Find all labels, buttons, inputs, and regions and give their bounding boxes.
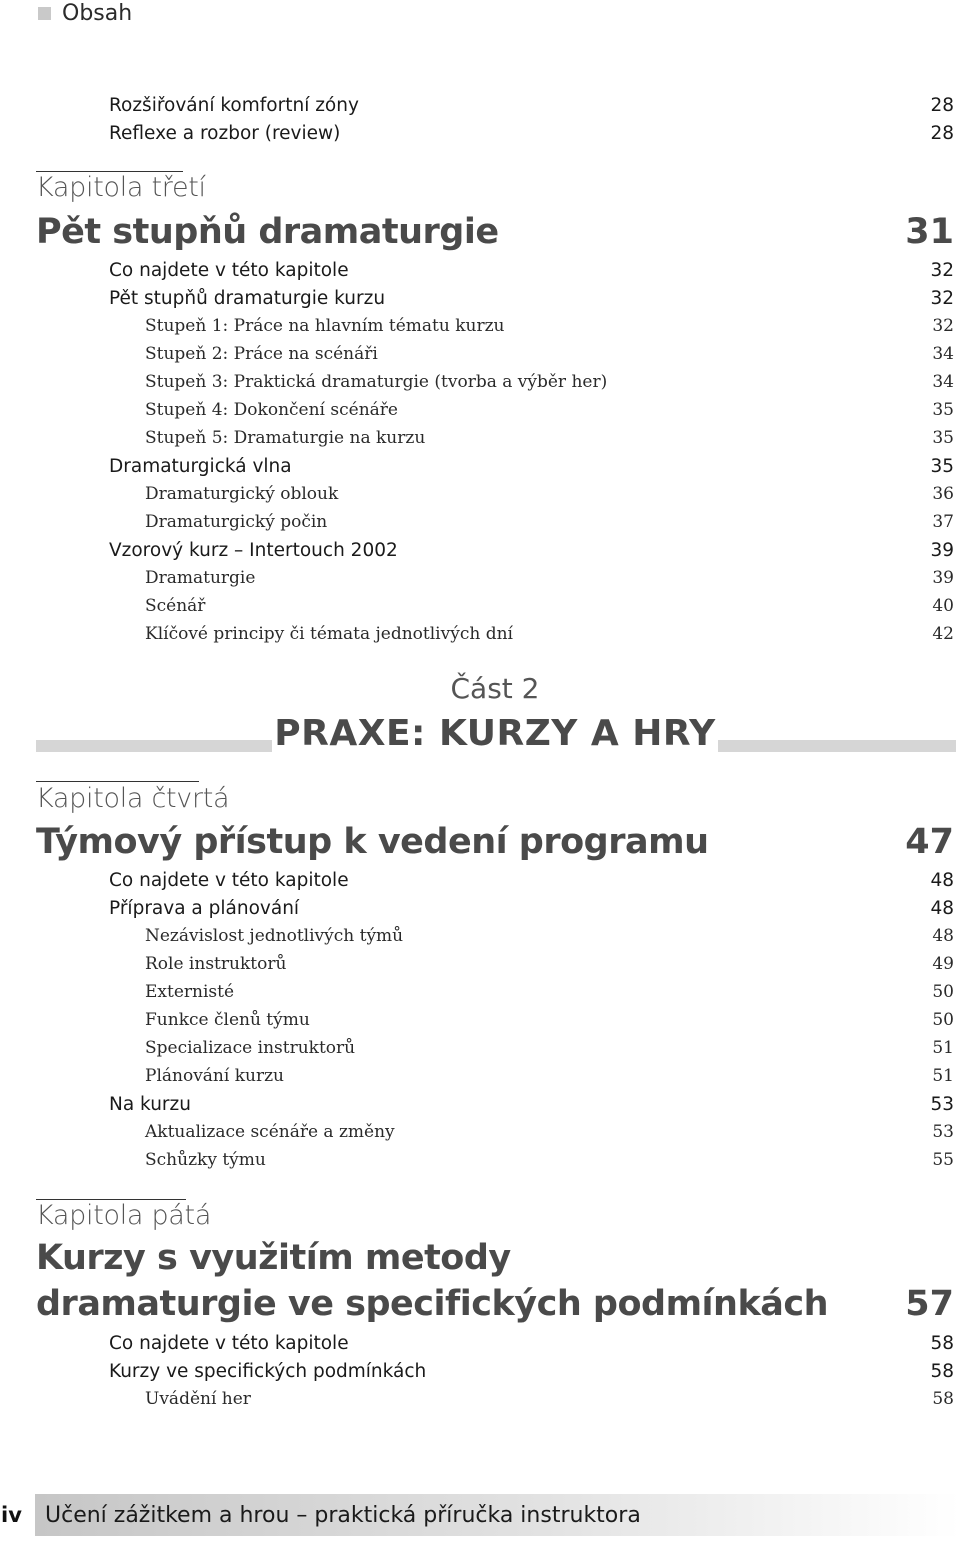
- toc-subentry-page: 39: [932, 568, 954, 588]
- chapter-title-line2[interactable]: dramaturgie ve specifických podmínkách: [36, 1284, 829, 1324]
- toc-entry-label: Pět stupňů dramaturgie kurzu: [109, 287, 386, 309]
- toc-entry-label: Dramaturgická vlna: [109, 455, 292, 477]
- toc-subentry-page: 49: [932, 954, 954, 974]
- toc-subentry-label: Stupeň 4: Dokončení scénáře: [145, 400, 398, 420]
- toc-entry[interactable]: [0, 536, 954, 564]
- toc-entry-page: 53: [930, 1093, 954, 1115]
- toc-subentry[interactable]: [0, 396, 954, 424]
- toc-entry[interactable]: [0, 866, 954, 894]
- toc-subentry-label: Schůzky týmu: [145, 1150, 266, 1170]
- toc-entry-page: 28: [930, 122, 954, 144]
- section-header: [38, 0, 132, 26]
- toc-entry-page: 58: [930, 1360, 954, 1382]
- toc-entry-label: Rozšiřování komfortní zóny: [109, 94, 359, 116]
- part-title: [0, 713, 960, 754]
- toc-entry[interactable]: [0, 119, 954, 147]
- toc-subentry[interactable]: [0, 480, 954, 508]
- toc-entry[interactable]: [0, 894, 954, 922]
- toc-subentry-label: Stupeň 3: Praktická dramaturgie (tvorba a výběr her): [145, 372, 608, 392]
- toc-subentry-page: 42: [932, 624, 954, 644]
- toc-subentry-page: 34: [932, 344, 954, 364]
- toc-entry[interactable]: [0, 1090, 954, 1118]
- toc-entry-label: Co najdete v této kapitole: [109, 869, 349, 891]
- toc-entry-page: 48: [930, 869, 954, 891]
- toc-subentry[interactable]: [0, 340, 954, 368]
- toc-subentry-page: 35: [932, 400, 954, 420]
- toc-subentry[interactable]: [0, 1385, 954, 1413]
- toc-subentry[interactable]: [0, 620, 954, 648]
- part-label: Část 2: [450, 672, 540, 705]
- page-number: iv: [1, 1503, 22, 1527]
- toc-entry[interactable]: [0, 1357, 954, 1385]
- toc-subentry-page: 51: [932, 1066, 954, 1086]
- toc-subentry[interactable]: [0, 978, 954, 1006]
- toc-subentry-page: 32: [932, 316, 954, 336]
- toc-entry-label: Co najdete v této kapitole: [109, 1332, 349, 1354]
- toc-subentry-label: Stupeň 5: Dramaturgie na kurzu: [145, 428, 426, 448]
- toc-subentry-page: 58: [932, 1389, 954, 1409]
- toc-subentry-page: 35: [932, 428, 954, 448]
- chapter-page: 31: [905, 212, 954, 252]
- part-title-text: PRAXE: KURZY A HRY: [274, 713, 716, 754]
- toc-subentry[interactable]: [0, 1006, 954, 1034]
- toc-entry[interactable]: [0, 1329, 954, 1357]
- toc-subentry[interactable]: [0, 424, 954, 452]
- toc-entry-label: Na kurzu: [109, 1093, 191, 1115]
- chapter-page: 57: [905, 1284, 954, 1324]
- toc-subentry-label: Stupeň 1: Práce na hlavním tématu kurzu: [145, 316, 505, 336]
- toc-entry[interactable]: [0, 91, 954, 119]
- toc-subentry-label: Aktualizace scénáře a změny: [145, 1122, 395, 1142]
- toc-subentry-label: Plánování kurzu: [145, 1066, 285, 1086]
- book-title: Učení zážitkem a hrou – praktická příručka instruktora: [45, 1502, 641, 1528]
- toc-subentry-page: 40: [932, 596, 954, 616]
- toc-entry-page: 32: [930, 259, 954, 281]
- toc-subentry-label: Uvádění her: [145, 1389, 251, 1409]
- toc-subentry[interactable]: [0, 1146, 954, 1174]
- toc-subentry-page: 50: [932, 982, 954, 1002]
- header-square-icon: [38, 7, 51, 20]
- chapter-label: Kapitola čtvrtá: [36, 783, 230, 814]
- toc-subentry-label: Stupeň 2: Práce na scénáři: [145, 344, 378, 364]
- chapter-rule: [36, 781, 199, 782]
- chapter-title[interactable]: Pět stupňů dramaturgie: [36, 212, 499, 252]
- toc-subentry[interactable]: [0, 564, 954, 592]
- toc-subentry-page: 48: [932, 926, 954, 946]
- toc-entry[interactable]: [0, 256, 954, 284]
- toc-subentry[interactable]: [0, 1034, 954, 1062]
- toc-subentry-label: Dramaturgický počin: [145, 512, 328, 532]
- page-footer: [0, 1494, 960, 1536]
- toc-subentry-page: 55: [932, 1150, 954, 1170]
- toc-entry-label: Příprava a plánování: [109, 897, 300, 919]
- toc-entry-label: Vzorový kurz – Intertouch 2002: [109, 539, 398, 561]
- toc-subentry-label: Dramaturgie: [145, 568, 256, 588]
- chapter-page: 47: [905, 822, 954, 862]
- toc-subentry-label: Klíčové principy či témata jednotlivých dní: [145, 624, 513, 644]
- toc-entry[interactable]: [0, 452, 954, 480]
- toc-entry-label: Kurzy ve specifických podmínkách: [109, 1360, 427, 1382]
- toc-subentry-label: Nezávislost jednotlivých týmů: [145, 926, 404, 946]
- toc-subentry-page: 53: [932, 1122, 954, 1142]
- toc-subentry-label: Scénář: [145, 596, 206, 616]
- toc-subentry-page: 50: [932, 1010, 954, 1030]
- toc-subentry-label: Funkce členů týmu: [145, 1010, 310, 1030]
- toc-entry-page: 35: [930, 455, 954, 477]
- toc-subentry[interactable]: [0, 950, 954, 978]
- toc-entry-page: 28: [930, 94, 954, 116]
- chapter-title-line1[interactable]: Kurzy s využitím metody: [36, 1238, 511, 1278]
- chapter-label: Kapitola třetí: [36, 172, 206, 203]
- toc-subentry-page: 51: [932, 1038, 954, 1058]
- toc-subentry[interactable]: [0, 368, 954, 396]
- toc-entry-page: 48: [930, 897, 954, 919]
- toc-subentry[interactable]: [0, 1118, 954, 1146]
- toc-subentry-label: Role instruktorů: [145, 954, 287, 974]
- section-title: Obsah: [62, 0, 133, 26]
- toc-entry-label: Reflexe a rozbor (review): [109, 122, 341, 144]
- toc-subentry-page: 36: [932, 484, 954, 504]
- chapter-label: Kapitola pátá: [36, 1200, 212, 1231]
- toc-subentry-label: Specializace instruktorů: [145, 1038, 356, 1058]
- footer-band: [35, 1494, 960, 1536]
- toc-subentry[interactable]: [0, 592, 954, 620]
- toc-entry-page: 32: [930, 287, 954, 309]
- toc-entry-page: 58: [930, 1332, 954, 1354]
- toc-subentry-label: Externisté: [145, 982, 235, 1002]
- toc-subentry[interactable]: [0, 1062, 954, 1090]
- toc-entry[interactable]: [0, 284, 954, 312]
- toc-subentry[interactable]: [0, 922, 954, 950]
- toc-subentry-page: 37: [932, 512, 954, 532]
- toc-entry-label: Co najdete v této kapitole: [109, 259, 349, 281]
- toc-subentry-page: 34: [932, 372, 954, 392]
- toc-subentry-label: Dramaturgický oblouk: [145, 484, 339, 504]
- chapter-title[interactable]: Týmový přístup k vedení programu: [36, 822, 709, 862]
- toc-entry-page: 39: [930, 539, 954, 561]
- toc-subentry[interactable]: [0, 508, 954, 536]
- toc-subentry[interactable]: [0, 312, 954, 340]
